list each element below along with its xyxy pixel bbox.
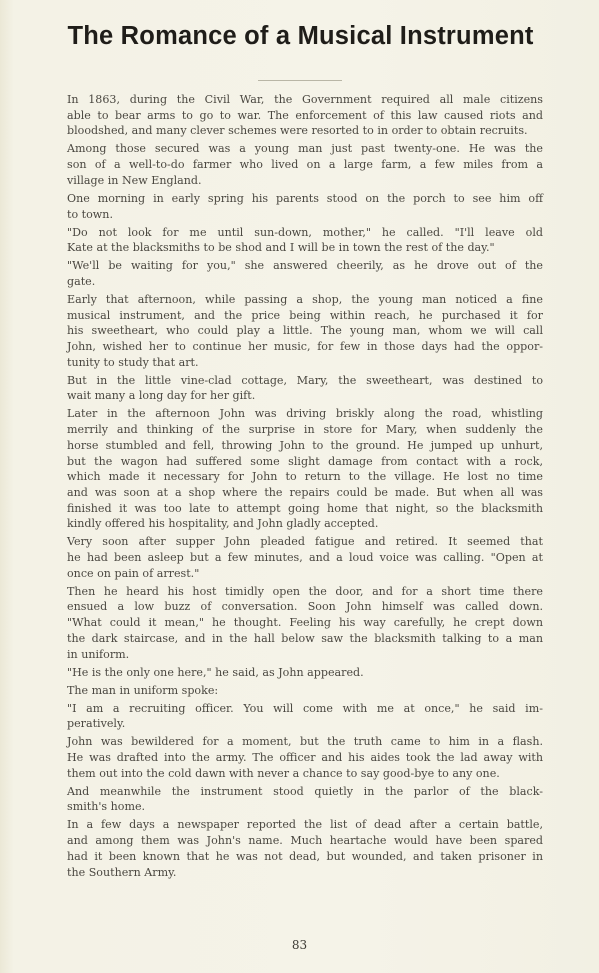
paragraph xyxy=(67,141,543,188)
text-line: once on pain of arrest." xyxy=(67,566,200,580)
text-line: "He is the only one here," he said, as John appeared. xyxy=(67,665,364,679)
text-line: In 1863, during the Civil War, the Government required all male citizens xyxy=(67,93,543,106)
paragraph xyxy=(67,373,543,404)
text-line: horse stumbled and fell, throwing John to the ground. He jumped up unhurt, xyxy=(67,438,543,452)
text-line: and was soon at a shop where the repairs could be made. But when all was xyxy=(67,485,543,499)
text-line: In a few days a newspaper reported the list of dead after a certain battle, xyxy=(67,818,543,832)
text-line: son of a well-to-do farmer who lived on a large farm, a few miles from a xyxy=(67,158,543,172)
page-number: 83 xyxy=(291,938,308,952)
page-title: The Romance of a Musical Instrument xyxy=(67,22,534,50)
paragraph xyxy=(67,225,543,256)
text-line: "I am a recruiting officer. You will come with me at once," he said im- xyxy=(67,701,543,715)
paragraph xyxy=(67,701,543,732)
text-line: able to bear arms to go to war. The enforcement of this law caused riots and xyxy=(67,108,543,122)
story-body xyxy=(67,92,543,883)
text-line: and among them was John's name. Much heartache would have been spared xyxy=(67,834,543,848)
text-line: musical instrument, and the price being within reach, he purchased it for xyxy=(67,308,543,322)
text-line: The man in uniform spoke: xyxy=(67,683,219,697)
paragraph xyxy=(67,406,543,532)
text-line: his sweetheart, who could play a little. The young man, whom we will call xyxy=(67,324,543,338)
text-line: Very soon after supper John pleaded fatigue and retired. It seemed that xyxy=(67,535,543,549)
paragraph xyxy=(67,258,543,289)
text-line: the Southern Army. xyxy=(67,865,177,879)
paragraph xyxy=(67,784,543,815)
text-line: finished it was too late to attempt going home that night, so the blacksmith xyxy=(67,501,543,515)
paragraph xyxy=(67,683,543,699)
paragraph xyxy=(67,817,543,880)
text-line: bloodshed, and many clever schemes were resorted to in order to obtain recruits. xyxy=(67,124,528,138)
text-line: "We'll be waiting for you," she answered cheerily, as he drove out of the xyxy=(67,259,543,273)
text-line: he had been asleep but a few minutes, and a loud voice was calling. "Open at xyxy=(67,551,543,565)
text-line: One morning in early spring his parents stood on the porch to see him off xyxy=(67,191,543,205)
text-line: Later in the afternoon John was driving briskly along the road, whistling xyxy=(67,407,543,421)
paragraph xyxy=(67,191,543,222)
text-line: them out into the cold dawn with never a chance to say good-bye to any one. xyxy=(67,766,500,780)
text-line: in uniform. xyxy=(67,647,130,661)
text-line: Kate at the blacksmiths to be shod and I will be in town the rest of the day." xyxy=(67,241,495,255)
text-line: which made it necessary for John to return to the village. He lost no time xyxy=(67,470,543,484)
text-line: Then he heard his host timidly open the door, and for a short time there xyxy=(67,584,543,598)
paragraph xyxy=(67,92,543,139)
text-line: had it been known that he was not dead, but wounded, and taken prisoner in xyxy=(67,849,543,863)
text-line: wait many a long day for her gift. xyxy=(67,389,256,403)
text-line: but the wagon had suffered some slight damage from contact with a rock, xyxy=(67,454,543,468)
text-line: tunity to study that art. xyxy=(67,355,199,369)
paragraph xyxy=(67,584,543,663)
text-line: "Do not look for me until sun-down, mother," he called. "I'll leave old xyxy=(67,225,543,239)
text-line: He was drafted into the army. The officer and his aides took the lad away with xyxy=(67,750,543,764)
paragraph xyxy=(67,734,543,781)
text-line: "What could it mean," he thought. Feeling his way carefully, he crept down xyxy=(67,616,543,630)
text-line: the dark staircase, and in the hall below saw the blacksmith talking to a man xyxy=(67,631,543,645)
text-line: Among those secured was a young man just past twenty-one. He was the xyxy=(67,142,543,156)
paragraph xyxy=(67,292,543,371)
text-line: kindly offered his hospitality, and John gladly accepted. xyxy=(67,517,379,531)
text-line: village in New England. xyxy=(67,173,202,187)
text-line: Early that afternoon, while passing a shop, the young man noticed a fine xyxy=(67,292,543,306)
paragraph xyxy=(67,665,543,681)
text-line: ensued a low buzz of conversation. Soon John himself was called down. xyxy=(67,600,543,614)
text-line: gate. xyxy=(67,274,96,288)
text-line: smith's home. xyxy=(67,800,146,814)
text-line: to town. xyxy=(67,207,113,221)
text-line: merrily and thinking of the surprise in store for Mary, when suddenly the xyxy=(67,423,543,437)
text-line: John was bewildered for a moment, but the truth came to him in a flash. xyxy=(67,735,543,749)
text-line: John, wished her to continue her music, for few in those days had the oppor- xyxy=(67,340,543,354)
text-line: And meanwhile the instrument stood quietly in the parlor of the black- xyxy=(67,784,543,798)
text-line: peratively. xyxy=(67,717,126,731)
title-rule xyxy=(258,80,342,81)
text-line: But in the little vine-clad cottage, Mary, the sweetheart, was destined to xyxy=(67,373,543,387)
paragraph xyxy=(67,534,543,581)
